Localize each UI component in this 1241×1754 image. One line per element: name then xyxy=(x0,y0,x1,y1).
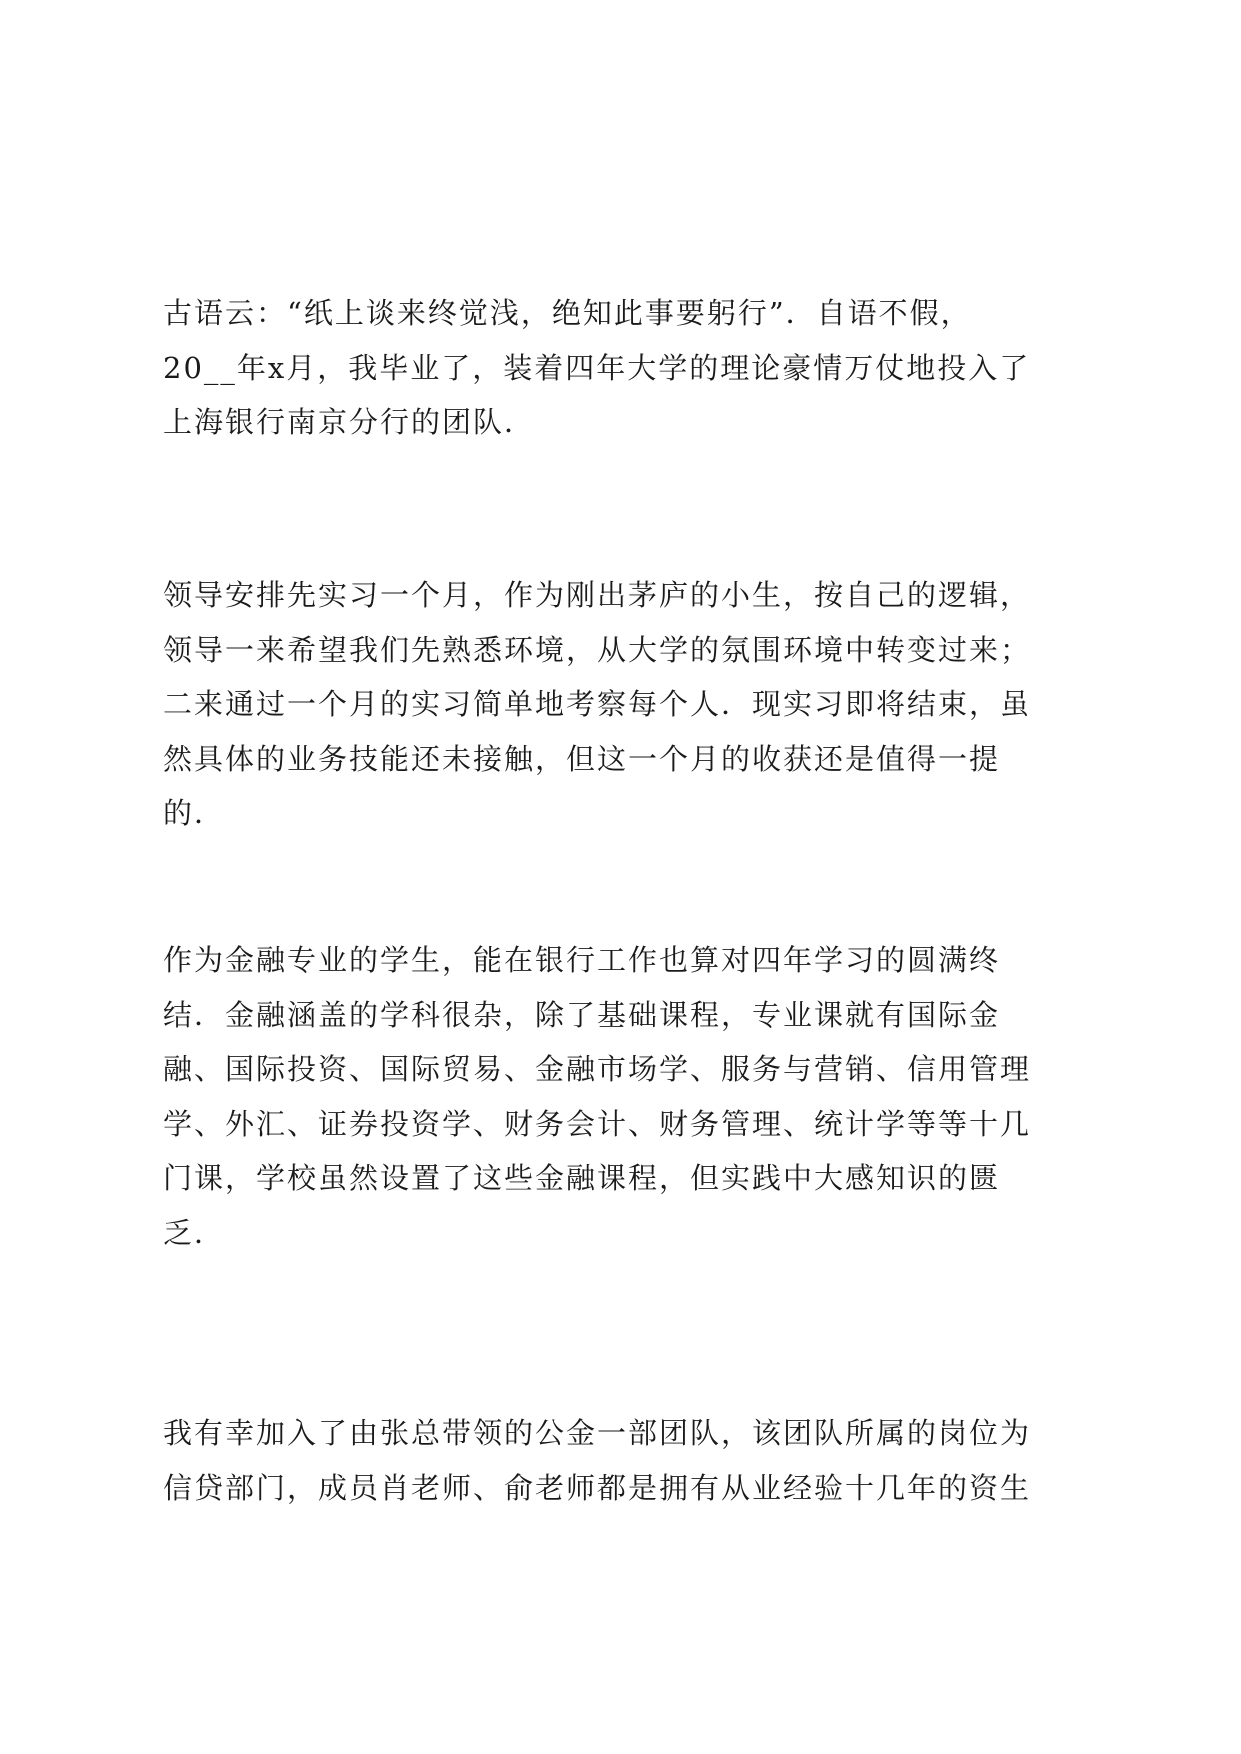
text-line: 门课，学校虽然设置了这些金融课程，但实践中大感知识的匮 xyxy=(163,1161,1001,1195)
text-line: 上海银行南京分行的团队． xyxy=(163,405,536,439)
text-line: 我有幸加入了由张总带领的公金一部团队，该团队所属的岗位为 xyxy=(163,1416,1032,1450)
text-line: 领导一来希望我们先熟悉环境，从大学的氛围环境中转变过来； xyxy=(163,632,1032,667)
text-line: 学、外汇、证券投资学、财务会计、财务管理、统计学等等十几 xyxy=(163,1106,1032,1141)
paragraph-1 xyxy=(163,286,1103,450)
text-line: 作为金融专业的学生，能在银行工作也算对四年学习的圆满终 xyxy=(163,943,1001,977)
text-line: 古语云：“纸上谈来终觉浅，绝知此事要躬行”．自语不假， xyxy=(163,296,972,330)
text-line: 领导安排先实习一个月，作为刚出茅庐的小生，按自己的逻辑， xyxy=(163,578,1032,612)
text-line: 二来通过一个月的实习简单地考察每个人．现实习即将结束，虽 xyxy=(163,687,1032,721)
text-line: 结．金融涵盖的学科很杂，除了基础课程，专业课就有国际金 xyxy=(163,997,1001,1032)
text-line: 融、国际投资、国际贸易、金融市场学、服务与营销、信用管理 xyxy=(163,1052,1032,1086)
text-line: 信贷部门，成员肖老师、俞老师都是拥有从业经验十几年的资生 xyxy=(163,1470,1032,1505)
text-line: 20__年x月，我毕业了，装着四年大学的理论豪情万仗地投入了 xyxy=(163,350,1031,385)
text-line: 的． xyxy=(163,796,226,830)
paragraph-2 xyxy=(163,568,1103,841)
paragraph-3 xyxy=(163,933,1103,1260)
paragraph-4 xyxy=(163,1406,1103,1515)
text-line: 乏． xyxy=(163,1215,226,1250)
text-line: 然具体的业务技能还未接触，但这一个月的收获还是值得一提 xyxy=(163,741,1001,776)
